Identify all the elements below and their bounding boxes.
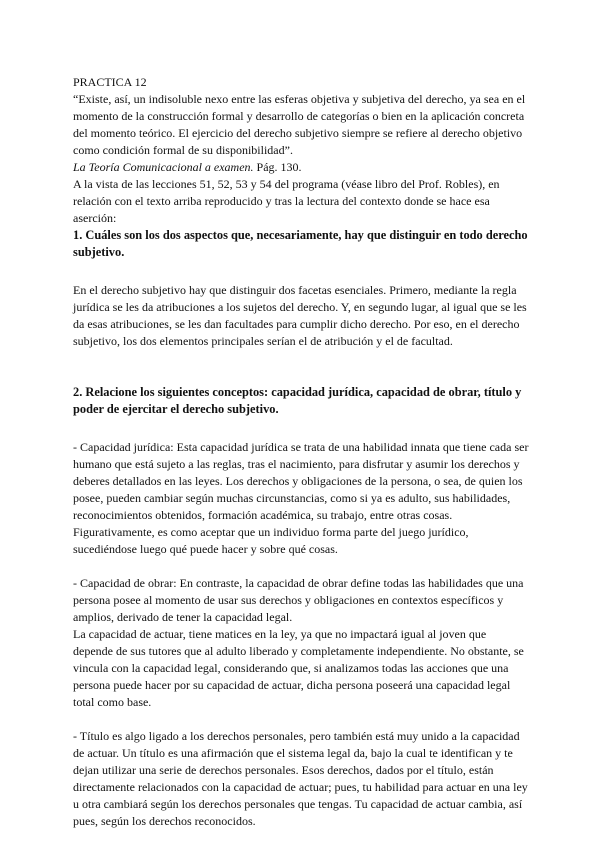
practice-title: PRACTICA 12 <box>73 75 147 89</box>
question-1-heading: 1. Cuáles son los dos aspectos que, necesariamente, hay que distinguir en todo derecho subjetivo. <box>73 228 528 259</box>
titulo-paragraph: - Título es algo ligado a los derechos personales, pero también está muy unido a la capacidad de actuar. Un título es una afirmación que el sistema legal da, bajo la cual te identifican y te dejan utilizar una serie de derechos personales. Esos derechos, dados por el título, están directamente relacionados con la capacidad de actuar; pues, tu habilidad para actuar en una ley u otra cambiará según los derechos personales que tengas. Tu capacidad de actuar cambia, así pues, según los derechos reconocidos. <box>73 729 528 828</box>
intro-paragraph: A la vista de las lecciones 51, 52, 53 y 54 del programa (véase libro del Prof. Robles), en relación con el texto arriba reproducido y tras la lectura del contexto donde se hace esa aserción: <box>73 177 500 225</box>
quoted-text: “Existe, así, un indisoluble nexo entre las esferas objetiva y subjetiva del derecho, ya sea en el momento de la construcción formal y desarrollo de categorías o bien en la aplicación concreta del momento teórico. El ejercicio del derecho subjetivo siempre se refiere al derecho objetivo como condición formal de su disponibilidad”. <box>73 92 526 157</box>
capacidad-de-obrar-paragraph: - Capacidad de obrar: En contraste, la capacidad de obrar define todas las habilidades que una persona posee al momento de usar sus derechos y obligaciones en contextos específicos y amplios, derivado de tener la capacidad legal. <box>73 576 524 624</box>
question-1-answer: En el derecho subjetivo hay que distinguir dos facetas esenciales. Primero, mediante la regla jurídica se les da atribuciones a los sujetos del derecho. Y, en segundo lugar, al igual que se les da esas atribuciones, se les dan facultades para cumplir dicho derecho. Por eso, en el derecho subjetivo, los dos elementos principales serían el de atribución y el de facultad. <box>73 283 527 348</box>
question-2-heading: 2. Relacione los siguientes conceptos: capacidad jurídica, capacidad de obrar, título y poder de ejercitar el derecho subjetivo. <box>73 385 522 416</box>
source-page: Pág. 130. <box>253 160 302 174</box>
spacer <box>73 711 529 728</box>
capacidad-de-actuar-paragraph: La capacidad de actuar, tiene matices en la ley, ya que no impactará igual al joven que depende de sus tutores que al adulto liberado y completamente independiente. No obstante, se vincula con la capacidad legal, considerando que, si analizamos todas las acciones que una persona puede hacer por su capacidad de actuar, dicha persona poseerá una capacidad legal total como base. <box>73 627 524 709</box>
source-title: La Teoría Comunicacional a examen. <box>73 160 254 174</box>
spacer <box>73 558 529 575</box>
spacer <box>73 261 529 282</box>
spacer <box>73 418 529 439</box>
capacidad-juridica-paragraph: - Capacidad jurídica: Esta capacidad jurídica se trata de una habilidad innata que tiene cada ser humano que está sujeto a las reglas, tras el nacimiento, para disfrutar y asumir los derechos y deberes detallados en las leyes. Los derechos y obligaciones de la persona, o sea, de quien los posee, pueden cambiar según muchas circunstancias, como si ya es adulto, sus habilidades, reconocimientos obtenidos, formación académica, su trabajo, entre otras cosas. Figurativamente, es como aceptar que un individuo forma parte del juego jurídico, sucediéndose luego qué puede hacer y sobre qué cosas. <box>73 440 529 556</box>
source-citation <box>73 159 529 176</box>
spacer <box>73 350 529 384</box>
document-body <box>73 74 529 830</box>
